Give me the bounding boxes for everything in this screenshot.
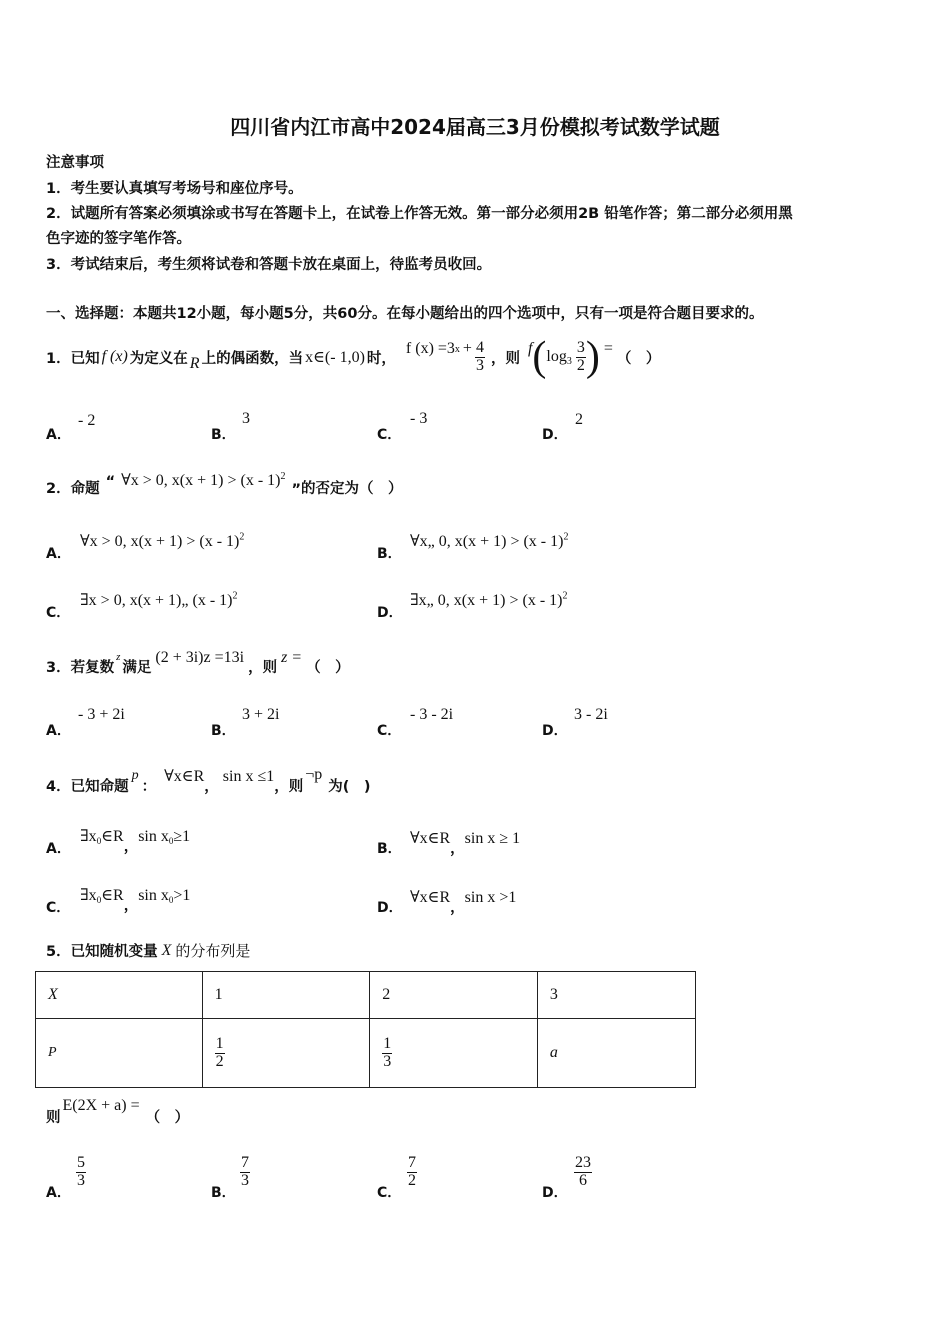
table-cell: 2	[370, 972, 538, 1019]
q1-text-3: 时，	[366, 350, 396, 367]
q1-option-c-label: C．	[377, 427, 402, 443]
q2-square: 2	[280, 471, 286, 482]
q2-option-c-value	[80, 590, 237, 610]
q5-d-den: 6	[579, 1171, 587, 1189]
table-cell	[370, 1019, 538, 1088]
q1-expr-lhs: f (x) =3	[405, 340, 455, 357]
q2-proposition: ∀x > 0, x(x + 1) > (x - 1)	[121, 472, 281, 489]
question-5-stem	[46, 940, 250, 961]
q5-d-num: 23	[575, 1154, 591, 1171]
q5-a-den: 3	[77, 1171, 85, 1189]
p1-num: 1	[215, 1034, 224, 1052]
q3-option-b-value: 3 + 2i	[242, 706, 280, 723]
q1-R: R	[189, 355, 200, 372]
q1-left-paren: (	[532, 334, 547, 380]
q5-option-a-value	[76, 1155, 86, 1190]
q1-f-of-x: f (x)	[101, 348, 128, 365]
q5-a-num: 5	[77, 1154, 85, 1171]
table-row	[36, 972, 696, 1019]
q2-option-d-label: D．	[377, 605, 403, 621]
q2-option-a-expr: ∀x > 0, x(x + 1) > (x - 1)	[80, 533, 240, 550]
q3-option-c-label: C．	[377, 723, 402, 739]
q5-option-b-label: B．	[211, 1185, 236, 1201]
q4-d-sep: ，	[450, 900, 465, 916]
q4-c-part2: ∈R	[101, 887, 124, 904]
q4-d-part1: ∀x∈R	[410, 889, 451, 906]
question-1-stem	[46, 334, 660, 380]
q1-log-num: 3	[576, 338, 585, 356]
q5-expectation: E(2X + a) =	[62, 1097, 140, 1114]
q1-option-d-value: 2	[575, 411, 583, 428]
q5-option-a-label: A．	[46, 1185, 71, 1201]
q4-comma: ，	[204, 779, 219, 795]
q4-a-sep: ，	[123, 839, 139, 855]
table-cell: P	[36, 1019, 203, 1088]
q3-option-c-value: - 3 - 2i	[410, 706, 454, 723]
q3-z: z	[116, 651, 121, 663]
q1-log-base: 3	[566, 355, 572, 367]
q2-open-quote: “	[105, 474, 116, 490]
q4-text: ，则	[274, 779, 304, 795]
p2-den: 3	[383, 1052, 392, 1070]
q1-log-fraction	[576, 340, 586, 375]
q1-text-4: ，则	[490, 350, 520, 367]
q1-option-b-value: 3	[242, 410, 250, 427]
q4-a-part3: sin x	[138, 828, 169, 845]
q4-colon: ：	[141, 779, 157, 795]
q4-option-a-value	[80, 825, 191, 855]
q3-option-a-value: - 3 + 2i	[78, 706, 125, 723]
q5-c-num: 7	[408, 1154, 416, 1171]
q4-b-part3: sin x ≥ 1	[464, 830, 521, 847]
q5-number: 5．已知随机变量	[46, 944, 158, 960]
notice-item-2b: 色字迹的签字笔作答。	[46, 231, 191, 247]
q1-option-c-value: - 3	[410, 410, 428, 427]
q4-number: 4．已知命题	[46, 779, 129, 795]
p2-num: 1	[383, 1034, 392, 1052]
question-4-stem	[46, 764, 371, 796]
q5-c-fraction	[407, 1155, 417, 1190]
q4-a-part2: ∈R	[101, 828, 124, 845]
q1-text-1: 为定义在	[129, 350, 188, 367]
q5-d-fraction	[574, 1155, 592, 1190]
q2-number: 2．命题	[46, 481, 100, 497]
q1-frac-den: 3	[475, 356, 484, 374]
table-cell: X	[36, 972, 203, 1019]
q4-option-a-label: A．	[46, 841, 71, 857]
q4-option-b-value	[410, 827, 521, 857]
q4-option-b-label: B．	[377, 841, 402, 857]
q5-option-c-value	[407, 1155, 417, 1190]
q5-b-den: 3	[241, 1171, 249, 1189]
q3-equation: (2 + 3i)z =13i	[155, 649, 245, 666]
q2-option-d-expr: ∃x„ 0, x(x + 1) > (x - 1)	[410, 592, 563, 609]
q1-right-paren: )	[585, 334, 600, 380]
q4-c-sub: 0	[96, 895, 102, 905]
q1-exp-x: x	[454, 343, 460, 355]
q2-option-c-expr: ∃x > 0, x(x + 1)„ (x - 1)	[80, 592, 233, 609]
q5-option-b-value	[240, 1155, 250, 1190]
q2-option-d-sup: 2	[562, 590, 568, 602]
q3-option-d-value: 3 - 2i	[574, 706, 608, 723]
q1-fraction	[475, 340, 485, 375]
q2-option-a-label: A．	[46, 546, 71, 562]
q5-b-num: 7	[241, 1154, 249, 1171]
q2-tail: 的否定为（ ）	[301, 481, 403, 497]
q3-text: 满足	[122, 660, 152, 676]
table-row	[36, 1019, 696, 1088]
q5-b-fraction	[240, 1155, 250, 1190]
q5-option-c-label: C．	[377, 1185, 402, 1201]
q4-sin: sin x ≤1	[222, 768, 275, 785]
q4-a-sub2: 0	[168, 836, 174, 846]
q2-option-b-sup: 2	[563, 531, 569, 543]
p2-fraction	[382, 1036, 392, 1071]
page-title: 四川省内江市高中2024届高三3月份模拟考试数学试题	[230, 115, 720, 139]
q1-option-a-label: A．	[46, 427, 71, 443]
q1-blank: （ ）	[616, 350, 661, 367]
q4-c-part3: sin x	[138, 887, 169, 904]
q1-log: log	[546, 348, 567, 365]
q5-option-d-label: D．	[542, 1185, 568, 1201]
q4-p: p	[131, 768, 139, 783]
q2-option-b-expr: ∀x„ 0, x(x + 1) > (x - 1)	[410, 533, 564, 550]
q3-option-a-label: A．	[46, 723, 71, 739]
q2-option-a-value	[80, 531, 244, 551]
q4-c-part1: ∃x	[80, 887, 97, 904]
q4-b-sep: ，	[450, 841, 465, 857]
q4-a-sub: 0	[96, 836, 102, 846]
q4-forall: ∀x∈R	[164, 768, 205, 785]
q2-option-b-value	[410, 531, 568, 551]
q1-text-2: 上的偶函数，当	[201, 350, 304, 367]
notice-item-3: 3．考试结束后，考生须将试卷和答题卡放在桌面上，待监考员收回。	[46, 257, 492, 273]
q5-question-line	[46, 1097, 189, 1127]
table-cell: 3	[537, 972, 695, 1019]
q3-blank: （ ）	[306, 660, 350, 676]
q5-then: 则	[46, 1110, 61, 1126]
q1-option-b-label: B．	[211, 427, 236, 443]
question-2-stem	[46, 470, 403, 498]
q4-notp: ¬p	[305, 766, 323, 783]
q2-option-b-label: B．	[377, 546, 402, 562]
q4-d-part3: sin x >1	[464, 889, 517, 906]
q2-option-c-label: C．	[46, 605, 71, 621]
q4-c-sep: ，	[123, 898, 139, 914]
q1-log-den: 2	[576, 356, 585, 374]
q1-f: f	[527, 340, 533, 357]
q3-text-2: ，则	[248, 660, 278, 676]
q5-blank: （ ）	[145, 1110, 190, 1126]
q3-number: 3．若复数	[46, 660, 115, 676]
q3-z-eq: z =	[281, 649, 303, 666]
q5-X: X	[161, 941, 172, 959]
q1-number: 1．已知	[46, 350, 100, 367]
notice-heading: 注意事项	[46, 155, 104, 171]
q1-option-d-label: D．	[542, 427, 568, 443]
q5-c-den: 2	[408, 1171, 416, 1189]
q2-option-d-value	[410, 590, 567, 610]
section-heading: 一、选择题：本题共12小题，每小题5分，共60分。在每小题给出的四个选项中，只有一项是符合题目要求的。	[46, 306, 764, 322]
q1-equals: =	[603, 340, 613, 357]
q4-b-part1: ∀x∈R	[410, 830, 451, 847]
question-3-stem	[46, 645, 350, 677]
table-cell: a	[537, 1019, 695, 1088]
q4-a-part1: ∃x	[80, 828, 97, 845]
p1-fraction	[215, 1036, 225, 1071]
q4-option-c-value	[80, 884, 191, 914]
q5-option-d-value	[574, 1155, 592, 1190]
q4-a-part4: ≥1	[173, 828, 191, 845]
distribution-table	[35, 971, 696, 1088]
q4-tail: 为( )	[328, 779, 371, 795]
q2-close-quote: ”	[291, 482, 302, 498]
q4-option-d-label: D．	[377, 900, 403, 916]
q1-plus: +	[462, 340, 472, 357]
table-cell	[202, 1019, 370, 1088]
q3-option-d-label: D．	[542, 723, 568, 739]
notice-item-1: 1．考生要认真填写考场号和座位序号。	[46, 181, 303, 197]
notice-item-2a: 2．试题所有答案必须填涂或书写在答题卡上，在试卷上作答无效。第一部分必须用2B 铅笔作答；第二部分必须用黑	[46, 206, 793, 222]
q2-option-c-sup: 2	[232, 590, 238, 602]
q4-c-sub2: 0	[168, 895, 174, 905]
q5-a-fraction	[76, 1155, 86, 1190]
q5-tail: 的分布列是	[175, 944, 251, 960]
q4-option-c-label: C．	[46, 900, 71, 916]
p1-den: 2	[215, 1052, 224, 1070]
q3-option-b-label: B．	[211, 723, 236, 739]
q4-option-d-value	[410, 886, 517, 916]
q1-frac-num: 4	[475, 338, 484, 356]
q1-condition: x∈(- 1,0)	[305, 349, 365, 366]
q2-option-a-sup: 2	[239, 531, 245, 543]
q4-c-part4: >1	[173, 887, 191, 904]
q1-option-a-value: - 2	[78, 412, 96, 429]
table-cell: 1	[202, 972, 370, 1019]
